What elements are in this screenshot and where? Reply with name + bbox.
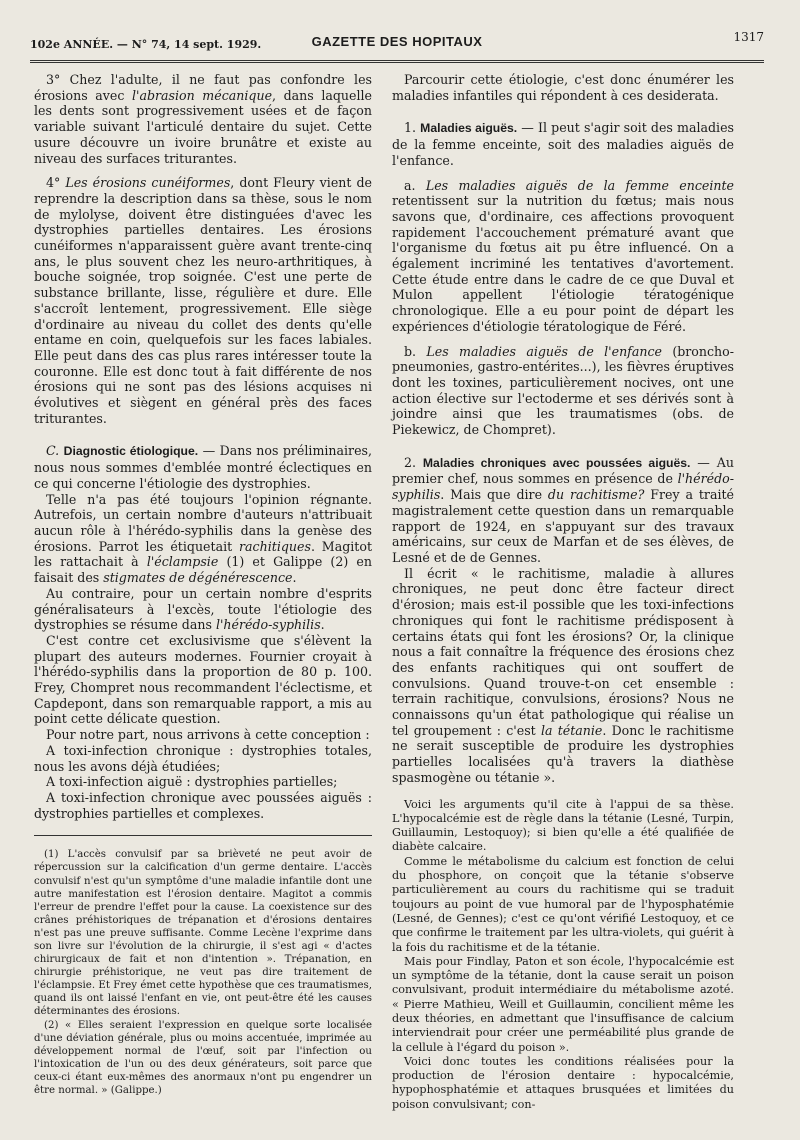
paragraph-parcourir: Parcourir cette étiologie, c'est donc énumérer les maladies infantiles qui répondent à ces desiderata. — [392, 72, 734, 103]
footnotes — [34, 848, 372, 1097]
paragraph-arguments: Voici les arguments qu'il cite à l'appui de sa thèse. L'hypocalcémie est de règle dans la tétanie (Lesné, Turpin, Guillaumin, Lestoquoy); si bien qu'elle a été qualifiée de diabète calcaire. — [392, 797, 734, 854]
paragraph-abrasion: 3° Chez l'adulte, il ne faut pas confondre les érosions avec l'abrasion mécanique, dans laquelle les dents sont progressivement usées et de façon variable suivant l'articulé dentaire du sujet. Cette usure découvre un ivoire brunâtre et existe au niveau des surfaces triturantes. — [34, 72, 372, 166]
footnote-divider — [34, 835, 372, 836]
paragraph-contraire: Au contraire, pour un certain nombre d'esprits généralisateurs à l'excès, toute l'étiologie des dystrophies se résume dans l'hérédo-syphilis. — [34, 585, 372, 633]
small-print-block — [392, 798, 734, 1113]
paragraph-metabolisme: Comme le métabolisme du calcium est fonction de celui du phosphore, on conçoit que la tétanie s'observe particulièrement au cours du rachitisme qui se traduit toujours au point de vue humoral par de l'hyposphatémie (Lesné, de Gennes); c'est ce qu'ont vérifié Lestoquoy, et ce que confirme le traitement par les ultra-violets, qui guérit à la fois du rachitisme et de la tétanie. — [392, 854, 734, 954]
page-number: 1317 — [733, 30, 764, 44]
footnote-2: (2) « Elles seraient l'expression en quelque sorte localisée d'une déviation générale, plus ou moins accentuée, imprimée au développement normal de l'œuf, soit par l'infection ou l'intoxication de l'un ou des deux générateurs, soit parce que ceux-ci étant eux-mêmes des anormaux n'ont pu engendrer un être normal. » (Galippe.) — [34, 1019, 372, 1097]
footnote-1: (1) L'accès convulsif par sa brièveté ne peut avoir de répercussion sur la calcification d'un germe dentaire. L'accès convulsif n'est qu'un symptôme d'une maladie infantile dont une autre manifestation est l'érosion dentaire. Magitot a commis l'erreur de prendre l'effet pour la cause. La coexistence sur des crânes préhistoriques de trépanation et d'érosions dentaires n'est pas une preuve suffisante. Comme Lecène l'exprime dans son livre sur l'évolution de la chirurgie, il s'est agi « d'actes chirurgicaux de fait et non d'intention ». Trépanation, en chirurgie préhistorique, ne veut pas dire traitement de l'éclampsie. Et Frey émet cette hypothèse que ces traumatismes, quand ils ont laissé l'enfant en vie, ont peut-être été les causes déterminantes des érosions. — [34, 849, 372, 1018]
paragraph-enfance: b. Les maladies aiguës de l'enfance (broncho-pneumonies, gastro-entérites...), les fièvres éruptives dont les toxines, particulièrement nocives, ont une action élective sur l'ectoderme et ses dérivés sont à joindre ainsi que les traumatismes (obs. de Piekewicz, de Chompret). — [392, 343, 735, 438]
issue-info: 102e ANNÉE. — N° 74, 14 sept. 1929. — [30, 38, 262, 51]
paragraph-conception: Pour notre part, nous arrivons à cette conception : — [46, 727, 370, 743]
list-item: A toxi-infection chronique avec poussées aiguës : dystrophies partielles et complexes. — [34, 789, 372, 821]
list-item: A toxi-infection aiguë : dystrophies partielles; — [46, 774, 338, 790]
paragraph-cest-contre: C'est contre cet exclusivisme que s'élèvent la plupart des auteurs modernes. Fournier croyait à l'hérédo-syphilis dans la proportion de 80 p. 100. Frey, Chompret nous recommandent l'éclectisme, et Capdepont, dans son remarquable rapport, a mis au point cette délicate question. — [34, 632, 372, 727]
section-heading: Maladies aiguës. — [420, 121, 518, 136]
section-heading: Maladies chroniques avec poussées aiguës. — [422, 455, 691, 470]
page-header — [30, 30, 764, 63]
section-heading: Diagnostic étiologique. — [63, 444, 199, 459]
section-maladies-chroniques: 2. Maladies chroniques avec poussées aiguës. — Au premier chef, nous sommes en présence de l'hérédo-syphilis. Mais que dire du rachitisme? Frey a traité magistralement cette question dans un remarquable rapport de 1924, en s'appuyant sur des travaux américains, sur ceux de Marfan et de ses élèves, de Lesné et de de Gennes. — [392, 454, 734, 565]
paragraph-conditions: Voici donc toutes les conditions réalisées pour la production de l'érosion dentaire : hypocalcémie, hypophosphatémie et attaques brusquées et limitées du poison convulsivant; con- — [392, 1054, 734, 1111]
section-maladies-aigues: 1. Maladies aiguës. — Il peut s'agir soit des maladies de la femme enceinte, soit des maladies aiguës de l'enfance. — [392, 120, 734, 168]
right-column — [392, 72, 734, 1112]
paragraph-erosions-cuneiformes: 4° Les érosions cunéiformes, dont Fleury vient de reprendre la description dans sa thèse, sous le nom de mylolyse, doivent être distinguées d'avec les dystrophies partielles dentaires. Les érosions cunéiformes n'apparaissent guère avant trente-cinq ans, le plus souvent chez les neuro-arthritiques, à bouche soignée, trop soignée. C'est une perte de substance brillante, lisse, régulière et dure. Elle s'accroît lentement, progressivement. Elle siège d'ordinaire au niveau du collet des dents qu'elle entame en coin, quelquefois sur les faces labiales. Elle peut dans des cas plus rares intéresser toute la couronne. Elle est donc tout à fait différente de nos érosions qui ne sont pas des lésions acquises ni évolutives et siègent en général près des faces triturantes. — [34, 175, 372, 426]
paragraph-telle: Telle n'a pas été toujours l'opinion régnante. Autrefois, un certain nombre d'auteurs n'attribuait aucun rôle à l'hérédo-syphilis dans la genèse des érosions. Parrot les étiquetait rachitiques. Magitot les rattachait à l'éclampsie (1) et Galippe (2) en faisait des stigmates de dégénérescence. — [34, 491, 372, 586]
paragraph-il-ecrit: Il écrit « le rachitisme, maladie à allures chroniques, ne peut donc être facteur direct d'érosion; mais est-il possible que les toxi-infections chroniques qui font le rachitisme prédisposent à certains états qui font les érosions? Or, la clinique nous a fait connaître la fréquence des érosions chez des enfants rachitiques qui ont souffert de convulsions. Quand trouve-t-on cet ensemble : terrain rachitique, convulsions, érosions? Nous ne connaissons qu'un état pathologique qui réalise un tel groupement : c'est la tétanie. Donc le rachitisme ne serait susceptible de produire les dystrophies partielles localisées qu'à travers la diathèse spasmogène ou tétanie ». — [392, 565, 734, 785]
paragraph-findlay: Mais pour Findlay, Paton et son école, l'hypocalcémie est un symptôme de la tétanie, dont la cause serait un poison convulsivant, produit intermédiaire du métabolisme azoté. « Pierre Mathieu, Weill et Guillaumin, concilient même les deux théories, en admettant que l'insuffisance de calcium interviendrait pour créer une perméabilité plus grande de la cellule à l'égard du poison ». — [392, 954, 734, 1054]
section-diagnostic-etiologique: C. Diagnostic étiologique. — Dans nos préliminaires, nous nous sommes d'emblée montré éclectiques en ce qui concerne l'étiologie des dystrophies. — [34, 443, 372, 491]
list-item: A toxi-infection chronique : dystrophies totales, nous les avons déjà étudiées; — [34, 742, 372, 774]
left-column — [34, 72, 372, 1097]
paragraph-femme-enceinte: a. Les maladies aiguës de la femme enceinte retentissent sur la nutrition du fœtus; mais nous savons que, d'ordinaire, ces affections provoquent rapidement l'accouchement prématuré avant que l'organisme du fœtus ait pu être influencé. On a également incriminé les tentatives d'avortement. Cette étude entre dans le cadre de ce que Duval et Mulon appellent l'étiologie tératogénique chronologique. Elle a eu pour point de départ les expériences d'étiologie tératologique de Féré. — [392, 177, 735, 334]
journal-title: GAZETTE DES HOPITAUX — [311, 34, 483, 49]
